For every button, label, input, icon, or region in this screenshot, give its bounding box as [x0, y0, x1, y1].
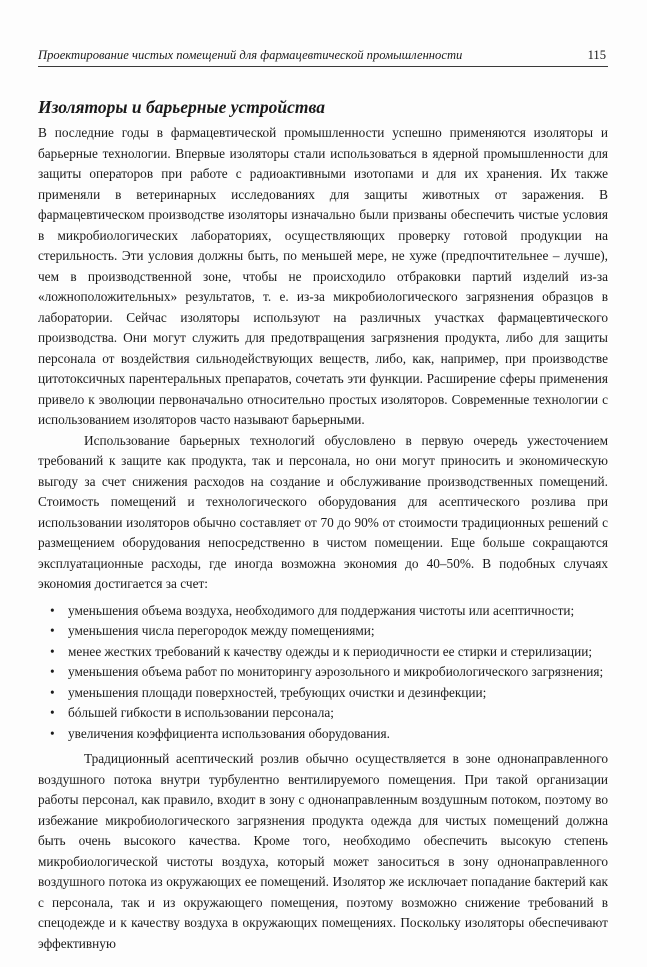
list-item-text: уменьшения объема воздуха, необходимого для поддержания чистоты или асептичности;: [68, 602, 575, 618]
list-item: [38, 662, 608, 683]
list-item: [38, 621, 608, 642]
list-item: [38, 642, 608, 663]
savings-list: [38, 601, 608, 745]
bullet-marker: •: [50, 643, 55, 659]
list-item-text: уменьшения числа перегородок между помещениями;: [68, 623, 375, 638]
list-item: [38, 703, 608, 724]
running-header: [38, 46, 608, 67]
paragraph-traditional-filling: Традиционный асептический розлив обычно осуществляется в зоне однонаправленного воздушного потока внутри турбулентно вентилируемого помещения. При такой организации работы персонал, как правило, входит в зону с однонаправленным воздушным потоком, поэтому во избежание микробиологического загрязнения продукта одежда для чистых помещений должна быть очень высокого качества. Кроме того, необходимо обеспечить высокую степень микробиологической чистоты воздуха, который может заноситься в зону однонаправленного воздушного потока из окружающих ее помещений. Изолятор же исключает попадание бактерий как с персонала, так и из окружающего помещения, поэтому возможно снижение требований в спецодежде и к качеству воздуха в окружающих помещениях. Поскольку изоляторы обеспечивают эффективную: [38, 751, 608, 951]
list-item-text: увеличения коэффициента использования оборудования.: [68, 725, 390, 741]
list-item-text: уменьшения объема работ по мониторингу аэрозольного и микробиологического загрязнения;: [68, 664, 604, 679]
list-item-text: уменьшения площади поверхностей, требующих очистки и дезинфекции;: [68, 684, 487, 700]
paragraph-intro: В последние годы в фармацевтической промышленности успешно применяются изоляторы и барьерные технологии. Впервые изоляторы стали использоваться в ядерной промышленности для защиты операторов при работе с радиоактивными изотопами и для их хранения. Их также применяли в ветеринарных исследованиях для защиты животных от заражения. В фармацевтическом производстве изоляторы изначально были призваны обеспечить чистые условия в микробиологических лабораториях, осуществляющих проверку готовой продукции на стерильность. Эти условия должны быть, по меньшей мере, не хуже (предпочтительнее – лучше), чем в производственной зоне, чтобы не происходило отбраковки партий изделий из-за «ложноположительных» результатов, т. е. из-за микробиологического загрязнения образцов в лаборатории. Сейчас изоляторы используют на различных участках фармацевтического производства. Они могут служить для предотвращения загрязнения продукта, либо для защиты персонала от воздействия сильнодействующих веществ, либо, как, например, при производстве цитотоксичных парентеральных препаратов, сочетать эти функции. Расширение сферы применения привело к эволюции первоначально относительно простых изоляторов. Современные технологии с использованием изоляторов часто называют барьерными.: [38, 125, 608, 427]
paragraph-economics: Использование барьерных технологий обусловлено в первую очередь ужесточением требований к защите как продукта, так и персонала, но они могут приносить и экономическую выгоду за счет снижения расходов на создание и обслуживание производственных помещений. Стоимость помещений и технологического оборудования для асептического розлива при использовании изоляторов обычно составляет от 70 до 90% от стоимости традиционных решений с размещением оборудования непосредственно в чистом помещении. Еще больше сокращаются эксплуатационные расходы, где иногда возможна экономия до 40–50%. В подобных случаях экономия достигается за счет:: [38, 432, 608, 591]
running-title: Проектирование чистых помещений для фармацевтической промышленности: [38, 48, 463, 62]
bullet-marker: •: [50, 725, 55, 741]
bullet-marker: •: [50, 684, 55, 700]
body-text: [38, 123, 608, 954]
list-item: [38, 601, 608, 622]
list-item: [38, 683, 608, 704]
bullet-marker: •: [50, 705, 55, 720]
bullet-marker: •: [50, 623, 55, 638]
page-number: 115: [587, 48, 606, 62]
section-heading: Изоляторы и барьерные устройства: [38, 97, 325, 117]
bullet-marker: •: [50, 602, 55, 618]
bullet-marker: •: [50, 664, 55, 679]
list-item-text: менее жестких требований к качеству одежды и к периодичности ее стирки и стерилизации;: [68, 643, 593, 659]
list-item-text: бóльшей гибкости в использовании персонала;: [68, 705, 334, 720]
list-item: [38, 724, 608, 745]
